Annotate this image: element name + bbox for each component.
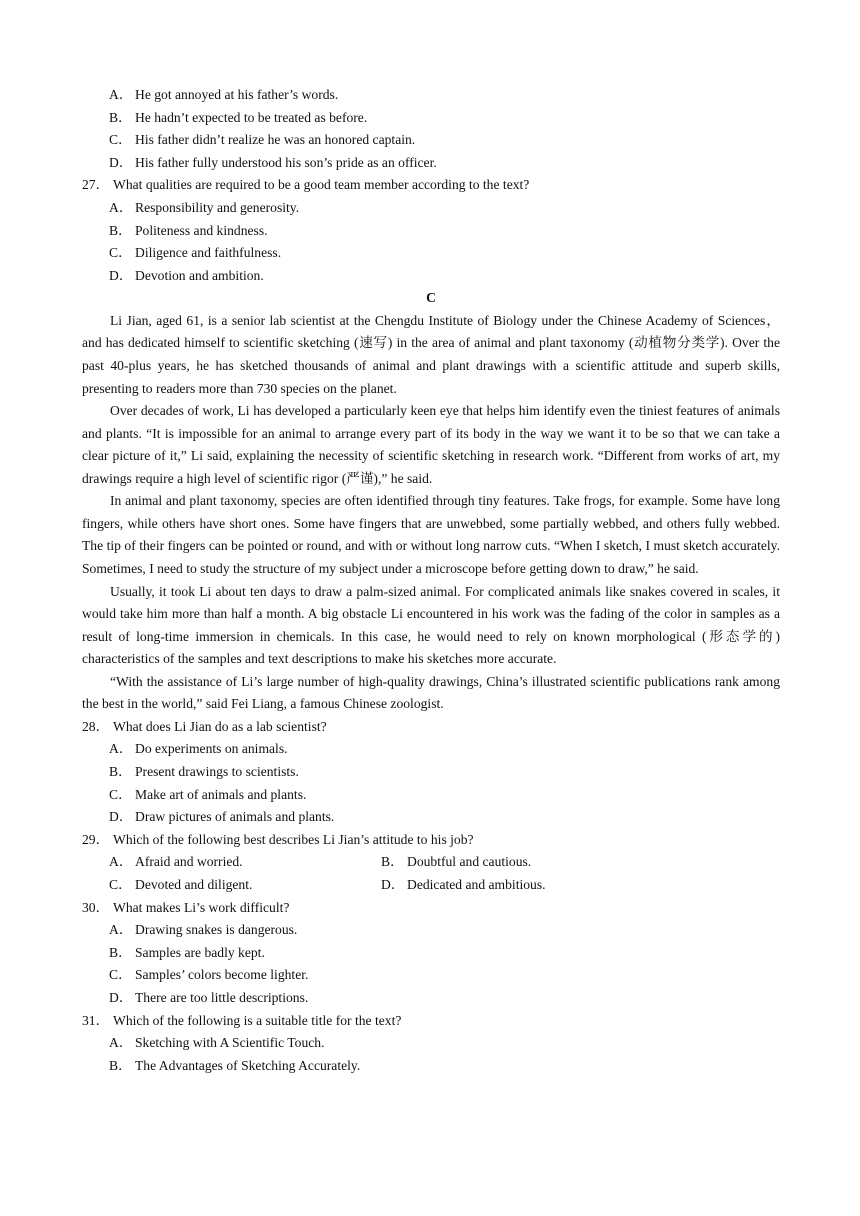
section-title: C (426, 290, 436, 306)
q30-option-c: C． Samples’ colors become lighter. (109, 967, 309, 983)
passage-paragraph-3: In animal and plant taxonomy, species are often identified through tiny features. Take frogs, for example. Some have long fingers, while others have short ones. Some have fingers that are unwebbed, some partially webbed, and others fully webbed. The tip of their fingers can be pointed or round, and with or without long narrow cuts. “When I sketch, I must sketch accurately. Sometimes, I need to study the structure of my subject under a microscope before getting down to draw,” he said. (82, 493, 780, 576)
q28-option-b: B． Present drawings to scientists. (109, 763, 299, 779)
q26-option-b: B． He hadn’t expected to be treated as before. (109, 109, 368, 125)
passage-paragraph-1: Li Jian, aged 61, is a senior lab scientist at the Chengdu Institute of Biology under the Chinese Academy of Sciences， and has dedicated himself to scientific sketching (速写) in the area of animal and plant taxonomy (动植物分类学). Over the past 40-plus years, he has sketched thousands of animal and plant drawings with a scientific attitude and superb skills, presenting to readers more than 730 species on the planet. (82, 312, 780, 396)
q29-option-c: C． Devoted and diligent. (109, 876, 253, 892)
q31-option-b: B． The Advantages of Sketching Accurately. (109, 1057, 361, 1073)
q28-option-d: D． Draw pictures of animals and plants. (109, 809, 335, 825)
q30-option-a: A． Drawing snakes is dangerous. (109, 922, 298, 938)
passage-paragraph-4: Usually, it took Li about ten days to draw a palm-sized animal. For complicated animals like snakes covered in scales, it would take him more than half a month. A big obstacle Li encountered in his work was the fading of the color in samples as a result of long-time immersion in chemicals. In this case, he would need to rely on known morphological (形态学的) characteristics of the samples and text descriptions to make his sketches more accurate. (82, 583, 780, 667)
q27-stem: 27． What qualities are required to be a good team member according to the text? (82, 177, 530, 193)
passage-paragraph-5: “With the assistance of Li’s large number of high-quality drawings, China’s illustrated scientific publications rank among the best in the world,” said Fei Liang, a famous Chinese zoologist. (82, 673, 780, 712)
q28-stem: 28． What does Li Jian do as a lab scientist? (82, 718, 327, 734)
q26-option-a: A． He got annoyed at his father’s words. (109, 87, 339, 102)
q29-stem: 29． Which of the following best describes Li Jian’s attitude to his job? (82, 831, 474, 847)
q28-option-a: A． Do experiments on animals. (109, 741, 288, 757)
q27-option-c: C． Diligence and faithfulness. (109, 245, 282, 261)
passage-paragraph-2: Over decades of work, Li has developed a particularly keen eye that helps him identify even the tiniest features of animals and plants. “It is impossible for an animal to arrange every part of its body in the way we want it to be so that we can take a clear picture of it,” Li said, explaining the necessity of scientific sketching in research work. “Different from works of art, my drawings require a high level of scientific rigor (严谨),” he said. (82, 403, 780, 486)
q26-option-d: D． His father fully understood his son’s pride as an officer. (109, 154, 437, 170)
q30-option-d: D． There are too little descriptions. (109, 989, 309, 1005)
q31-option-a: A． Sketching with A Scientific Touch. (109, 1035, 325, 1051)
q27-option-a: A． Responsibility and generosity. (109, 199, 300, 215)
q29-option-b: B． Doubtful and cautious. (381, 854, 532, 870)
exam-page (82, 84, 780, 1077)
q29-options-row-2 (82, 874, 780, 897)
q28-option-c: C． Make art of animals and plants. (109, 786, 307, 802)
q27-option-d: D． Devotion and ambition. (109, 267, 264, 283)
q30-stem: 30． What makes Li’s work difficult? (82, 899, 290, 915)
q31-stem: 31． Which of the following is a suitable title for the text? (82, 1012, 402, 1028)
q30-option-b: B． Samples are badly kept. (109, 944, 265, 960)
q26-option-c: C． His father didn’t realize he was an honored captain. (109, 132, 416, 148)
q29-option-a: A． Afraid and worried. (109, 854, 243, 870)
q29-option-d: D． Dedicated and ambitious. (381, 876, 546, 892)
q27-option-b: B． Politeness and kindness. (109, 222, 268, 238)
q29-options-row-1 (82, 851, 780, 874)
